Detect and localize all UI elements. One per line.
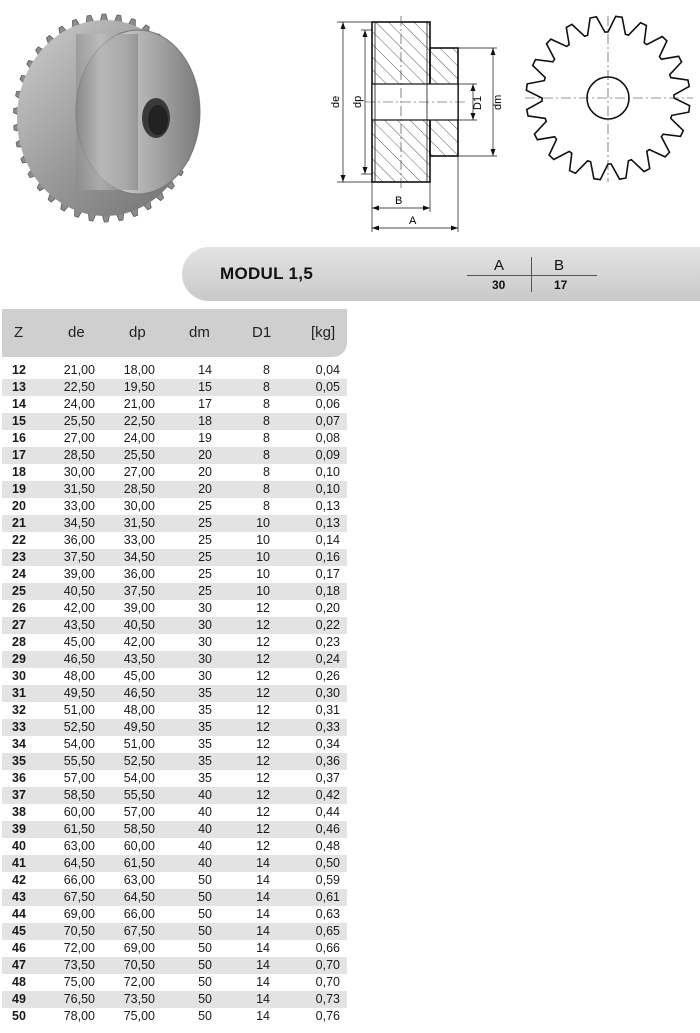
cell-dm: 35 [198,720,212,734]
cell-d1: 14 [256,890,270,904]
cell-d1: 12 [256,822,270,836]
cell-de: 36,00 [63,533,95,547]
cell-dp: 21,00 [123,397,155,411]
cell-dm: 40 [198,788,212,802]
cell-kg: 0,44 [315,805,340,819]
cell-d1: 10 [256,567,270,581]
cell-kg: 0,37 [315,771,340,785]
dimension-a-value: 30 [492,278,506,292]
cell-z: 42 [12,873,26,887]
cell-de: 64,50 [63,856,95,870]
cell-d1: 8 [263,414,270,428]
cell-dp: 42,00 [123,635,155,649]
cell-z: 41 [12,856,26,870]
cell-z: 39 [12,822,26,836]
table-row [2,787,347,804]
table-row [2,634,347,651]
cell-dp: 57,00 [123,805,155,819]
cell-dm: 50 [198,992,212,1006]
cell-de: 33,00 [63,499,95,513]
cell-z: 43 [12,890,26,904]
table-body [2,362,347,1025]
cell-z: 17 [12,448,26,462]
cell-d1: 8 [263,448,270,462]
cell-dp: 66,00 [123,907,155,921]
cell-z: 18 [12,465,26,479]
cell-dp: 43,50 [123,652,155,666]
cell-dp: 45,00 [123,669,155,683]
table-row [2,804,347,821]
cell-d1: 14 [256,941,270,955]
cell-dp: 30,00 [123,499,155,513]
header-d1: D1 [252,324,272,341]
table-row [2,668,347,685]
cell-dp: 60,00 [123,839,155,853]
cell-z: 19 [12,482,26,496]
cell-kg: 0,23 [315,635,340,649]
table-row [2,906,347,923]
cell-dm: 30 [198,635,212,649]
cell-d1: 14 [256,924,270,938]
cell-de: 28,50 [63,448,95,462]
cell-de: 31,50 [63,482,95,496]
cell-d1: 14 [256,1009,270,1023]
cell-d1: 8 [263,431,270,445]
cell-kg: 0,26 [315,669,340,683]
table-row [2,991,347,1008]
cell-d1: 8 [263,465,270,479]
cell-dm: 50 [198,924,212,938]
cell-kg: 0,61 [315,890,340,904]
cell-dp: 75,00 [123,1009,155,1023]
cell-kg: 0,17 [315,567,340,581]
cell-dp: 51,00 [123,737,155,751]
table-row [2,702,347,719]
cell-d1: 12 [256,703,270,717]
technical-drawing [325,10,700,240]
cell-d1: 8 [263,499,270,513]
label-dp: dp [352,95,364,108]
cell-z: 16 [12,431,26,445]
cell-z: 23 [12,550,26,564]
cell-dp: 24,00 [123,431,155,445]
gear-photo [0,0,210,240]
cell-dm: 35 [198,771,212,785]
cell-de: 49,50 [63,686,95,700]
table-header [2,309,347,357]
cell-d1: 8 [263,380,270,394]
dimension-b-label: B [554,257,565,274]
cell-dp: 70,50 [123,958,155,972]
cell-d1: 10 [256,516,270,530]
ab-divider-horizontal [467,275,597,276]
cell-dm: 35 [198,686,212,700]
table-row [2,600,347,617]
table-row [2,685,347,702]
cell-z: 28 [12,635,26,649]
table-row [2,1008,347,1025]
cell-d1: 12 [256,754,270,768]
cell-de: 70,50 [63,924,95,938]
cell-dm: 40 [198,856,212,870]
cell-dm: 20 [198,448,212,462]
cell-d1: 12 [256,805,270,819]
cell-dm: 14 [198,363,212,377]
cell-z: 13 [12,380,26,394]
cell-z: 24 [12,567,26,581]
cell-d1: 12 [256,737,270,751]
table-row [2,396,347,413]
cell-dp: 25,50 [123,448,155,462]
cell-dp: 64,50 [123,890,155,904]
cell-dm: 17 [198,397,212,411]
cell-kg: 0,13 [315,516,340,530]
cell-kg: 0,70 [315,958,340,972]
label-d1: D1 [472,95,484,110]
cell-d1: 12 [256,618,270,632]
table-row [2,855,347,872]
cell-kg: 0,34 [315,737,340,751]
cell-de: 67,50 [63,890,95,904]
cell-kg: 0,05 [315,380,340,394]
modul-title: MODUL 1,5 [220,264,314,283]
cell-kg: 0,09 [315,448,340,462]
cell-z: 37 [12,788,26,802]
cell-kg: 0,70 [315,975,340,989]
gear-section [365,16,465,188]
table-row [2,362,347,379]
table-row [2,940,347,957]
table-row [2,430,347,447]
label-dm: dm [492,94,504,110]
cell-de: 43,50 [63,618,95,632]
cell-dm: 25 [198,499,212,513]
cell-dp: 36,00 [123,567,155,581]
cell-z: 34 [12,737,26,751]
table-row [2,413,347,430]
header-dm: dm [189,324,210,341]
cell-de: 54,00 [63,737,95,751]
cell-dm: 35 [198,737,212,751]
cell-de: 46,50 [63,652,95,666]
cell-de: 22,50 [63,380,95,394]
cell-d1: 14 [256,856,270,870]
cell-de: 60,00 [63,805,95,819]
table-row [2,770,347,787]
cell-kg: 0,63 [315,907,340,921]
dimension-a-label: A [494,257,505,274]
cell-z: 47 [12,958,26,972]
cell-de: 61,50 [63,822,95,836]
cell-z: 45 [12,924,26,938]
cell-dm: 25 [198,516,212,530]
table-row [2,974,347,991]
table-row [2,821,347,838]
cell-d1: 14 [256,992,270,1006]
cell-dm: 25 [198,584,212,598]
cell-kg: 0,76 [315,1009,340,1023]
cell-d1: 10 [256,584,270,598]
cell-dp: 33,00 [123,533,155,547]
cell-dm: 30 [198,618,212,632]
cell-dp: 39,00 [123,601,155,615]
ab-divider-vertical [531,257,532,292]
cell-dm: 35 [198,703,212,717]
cell-z: 29 [12,652,26,666]
cell-kg: 0,10 [315,482,340,496]
cell-dm: 25 [198,533,212,547]
cell-z: 44 [12,907,26,921]
cell-dm: 50 [198,873,212,887]
cell-dp: 67,50 [123,924,155,938]
header-kg: [kg] [311,324,336,341]
cell-z: 27 [12,618,26,632]
table-row [2,838,347,855]
cell-dp: 40,50 [123,618,155,632]
cell-z: 32 [12,703,26,717]
cell-dm: 20 [198,465,212,479]
cell-dm: 25 [198,550,212,564]
cell-d1: 14 [256,873,270,887]
cell-d1: 12 [256,686,270,700]
dimension-b-value: 17 [554,278,568,292]
cell-dm: 30 [198,652,212,666]
cell-de: 52,50 [63,720,95,734]
table-row [2,498,347,515]
cell-z: 50 [12,1009,26,1023]
cell-dm: 50 [198,907,212,921]
modul-banner [182,247,700,301]
cell-de: 48,00 [63,669,95,683]
cell-d1: 8 [263,397,270,411]
cell-z: 49 [12,992,26,1006]
cell-z: 22 [12,533,26,547]
cell-dm: 40 [198,805,212,819]
cell-kg: 0,16 [315,550,340,564]
table-row [2,532,347,549]
table-row [2,481,347,498]
cell-d1: 12 [256,601,270,615]
cell-dp: 37,50 [123,584,155,598]
cell-kg: 0,24 [315,652,340,666]
table-row [2,753,347,770]
cell-de: 55,50 [63,754,95,768]
cell-dp: 69,00 [123,941,155,955]
cell-kg: 0,22 [315,618,340,632]
cell-dp: 31,50 [123,516,155,530]
cell-dp: 48,00 [123,703,155,717]
cell-de: 57,00 [63,771,95,785]
cell-de: 37,50 [63,550,95,564]
cell-dp: 49,50 [123,720,155,734]
cell-d1: 12 [256,652,270,666]
cell-de: 42,00 [63,601,95,615]
cell-de: 72,00 [63,941,95,955]
table-row [2,957,347,974]
cell-kg: 0,66 [315,941,340,955]
cell-dp: 72,00 [123,975,155,989]
cell-z: 46 [12,941,26,955]
cell-dp: 34,50 [123,550,155,564]
cell-d1: 8 [263,482,270,496]
cell-z: 15 [12,414,26,428]
cell-dm: 50 [198,1009,212,1023]
cell-kg: 0,50 [315,856,340,870]
table-row [2,566,347,583]
cell-d1: 14 [256,907,270,921]
cell-kg: 0,20 [315,601,340,615]
cell-z: 14 [12,397,26,411]
cell-dp: 52,50 [123,754,155,768]
cell-dm: 50 [198,941,212,955]
cell-kg: 0,06 [315,397,340,411]
cell-kg: 0,18 [315,584,340,598]
cell-kg: 0,31 [315,703,340,717]
cell-dp: 27,00 [123,465,155,479]
cell-kg: 0,46 [315,822,340,836]
cell-de: 30,00 [63,465,95,479]
table-row [2,889,347,906]
cell-de: 78,00 [63,1009,95,1023]
cell-d1: 12 [256,771,270,785]
cell-kg: 0,13 [315,499,340,513]
cell-dp: 63,00 [123,873,155,887]
cell-de: 21,00 [63,363,95,377]
cell-z: 36 [12,771,26,785]
cell-dp: 18,00 [123,363,155,377]
cell-d1: 12 [256,669,270,683]
header-dp: dp [129,324,146,341]
cell-dp: 19,50 [123,380,155,394]
cell-dm: 18 [198,414,212,428]
cell-kg: 0,07 [315,414,340,428]
table-row [2,617,347,634]
cell-de: 24,00 [63,397,95,411]
cell-dm: 20 [198,482,212,496]
cell-dp: 55,50 [123,788,155,802]
cell-dm: 40 [198,822,212,836]
cell-z: 20 [12,499,26,513]
cell-kg: 0,08 [315,431,340,445]
cell-dp: 58,50 [123,822,155,836]
cell-dm: 50 [198,890,212,904]
cell-d1: 10 [256,533,270,547]
cell-dp: 28,50 [123,482,155,496]
cell-de: 63,00 [63,839,95,853]
cell-d1: 14 [256,958,270,972]
cell-dm: 30 [198,601,212,615]
cell-kg: 0,04 [315,363,340,377]
cell-z: 12 [12,363,26,377]
cell-z: 38 [12,805,26,819]
cell-kg: 0,59 [315,873,340,887]
cell-dp: 54,00 [123,771,155,785]
cell-dm: 15 [198,380,212,394]
header-de: de [68,324,85,341]
table-row [2,923,347,940]
cell-dp: 46,50 [123,686,155,700]
cell-dm: 50 [198,975,212,989]
table-row [2,736,347,753]
cell-d1: 14 [256,975,270,989]
cell-dm: 19 [198,431,212,445]
cell-z: 48 [12,975,26,989]
cell-de: 40,50 [63,584,95,598]
cell-z: 21 [12,516,26,530]
cell-de: 45,00 [63,635,95,649]
cell-kg: 0,73 [315,992,340,1006]
table-row [2,872,347,889]
table-row [2,515,347,532]
table-row [2,464,347,481]
cell-kg: 0,33 [315,720,340,734]
cell-z: 40 [12,839,26,853]
cell-d1: 12 [256,720,270,734]
cell-kg: 0,48 [315,839,340,853]
cell-dm: 35 [198,754,212,768]
cell-d1: 8 [263,363,270,377]
cell-de: 66,00 [63,873,95,887]
cell-z: 31 [12,686,26,700]
label-b: B [395,195,403,207]
cell-kg: 0,65 [315,924,340,938]
cell-z: 26 [12,601,26,615]
cell-kg: 0,30 [315,686,340,700]
cell-de: 39,00 [63,567,95,581]
cell-de: 58,50 [63,788,95,802]
cell-kg: 0,36 [315,754,340,768]
table-row [2,583,347,600]
table-row [2,719,347,736]
cell-kg: 0,10 [315,465,340,479]
cell-d1: 10 [256,550,270,564]
cell-z: 30 [12,669,26,683]
cell-de: 76,50 [63,992,95,1006]
cell-d1: 12 [256,635,270,649]
cell-z: 35 [12,754,26,768]
cell-de: 27,00 [63,431,95,445]
cell-dm: 50 [198,958,212,972]
cell-kg: 0,14 [315,533,340,547]
table-row [2,549,347,566]
cell-kg: 0,42 [315,788,340,802]
cell-de: 51,00 [63,703,95,717]
cell-dp: 22,50 [123,414,155,428]
table-row [2,447,347,464]
cell-de: 25,50 [63,414,95,428]
cell-dm: 40 [198,839,212,853]
cell-z: 25 [12,584,26,598]
cell-de: 34,50 [63,516,95,530]
cell-dm: 30 [198,669,212,683]
table-row [2,651,347,668]
cell-de: 75,00 [63,975,95,989]
cell-dp: 73,50 [123,992,155,1006]
label-de: de [330,95,342,108]
cell-de: 69,00 [63,907,95,921]
header-z: Z [14,324,24,341]
cell-dm: 25 [198,567,212,581]
cell-dp: 61,50 [123,856,155,870]
cell-z: 33 [12,720,26,734]
table-row [2,379,347,396]
cell-de: 73,50 [63,958,95,972]
cell-d1: 12 [256,788,270,802]
label-a: A [409,215,417,227]
cell-d1: 12 [256,839,270,853]
